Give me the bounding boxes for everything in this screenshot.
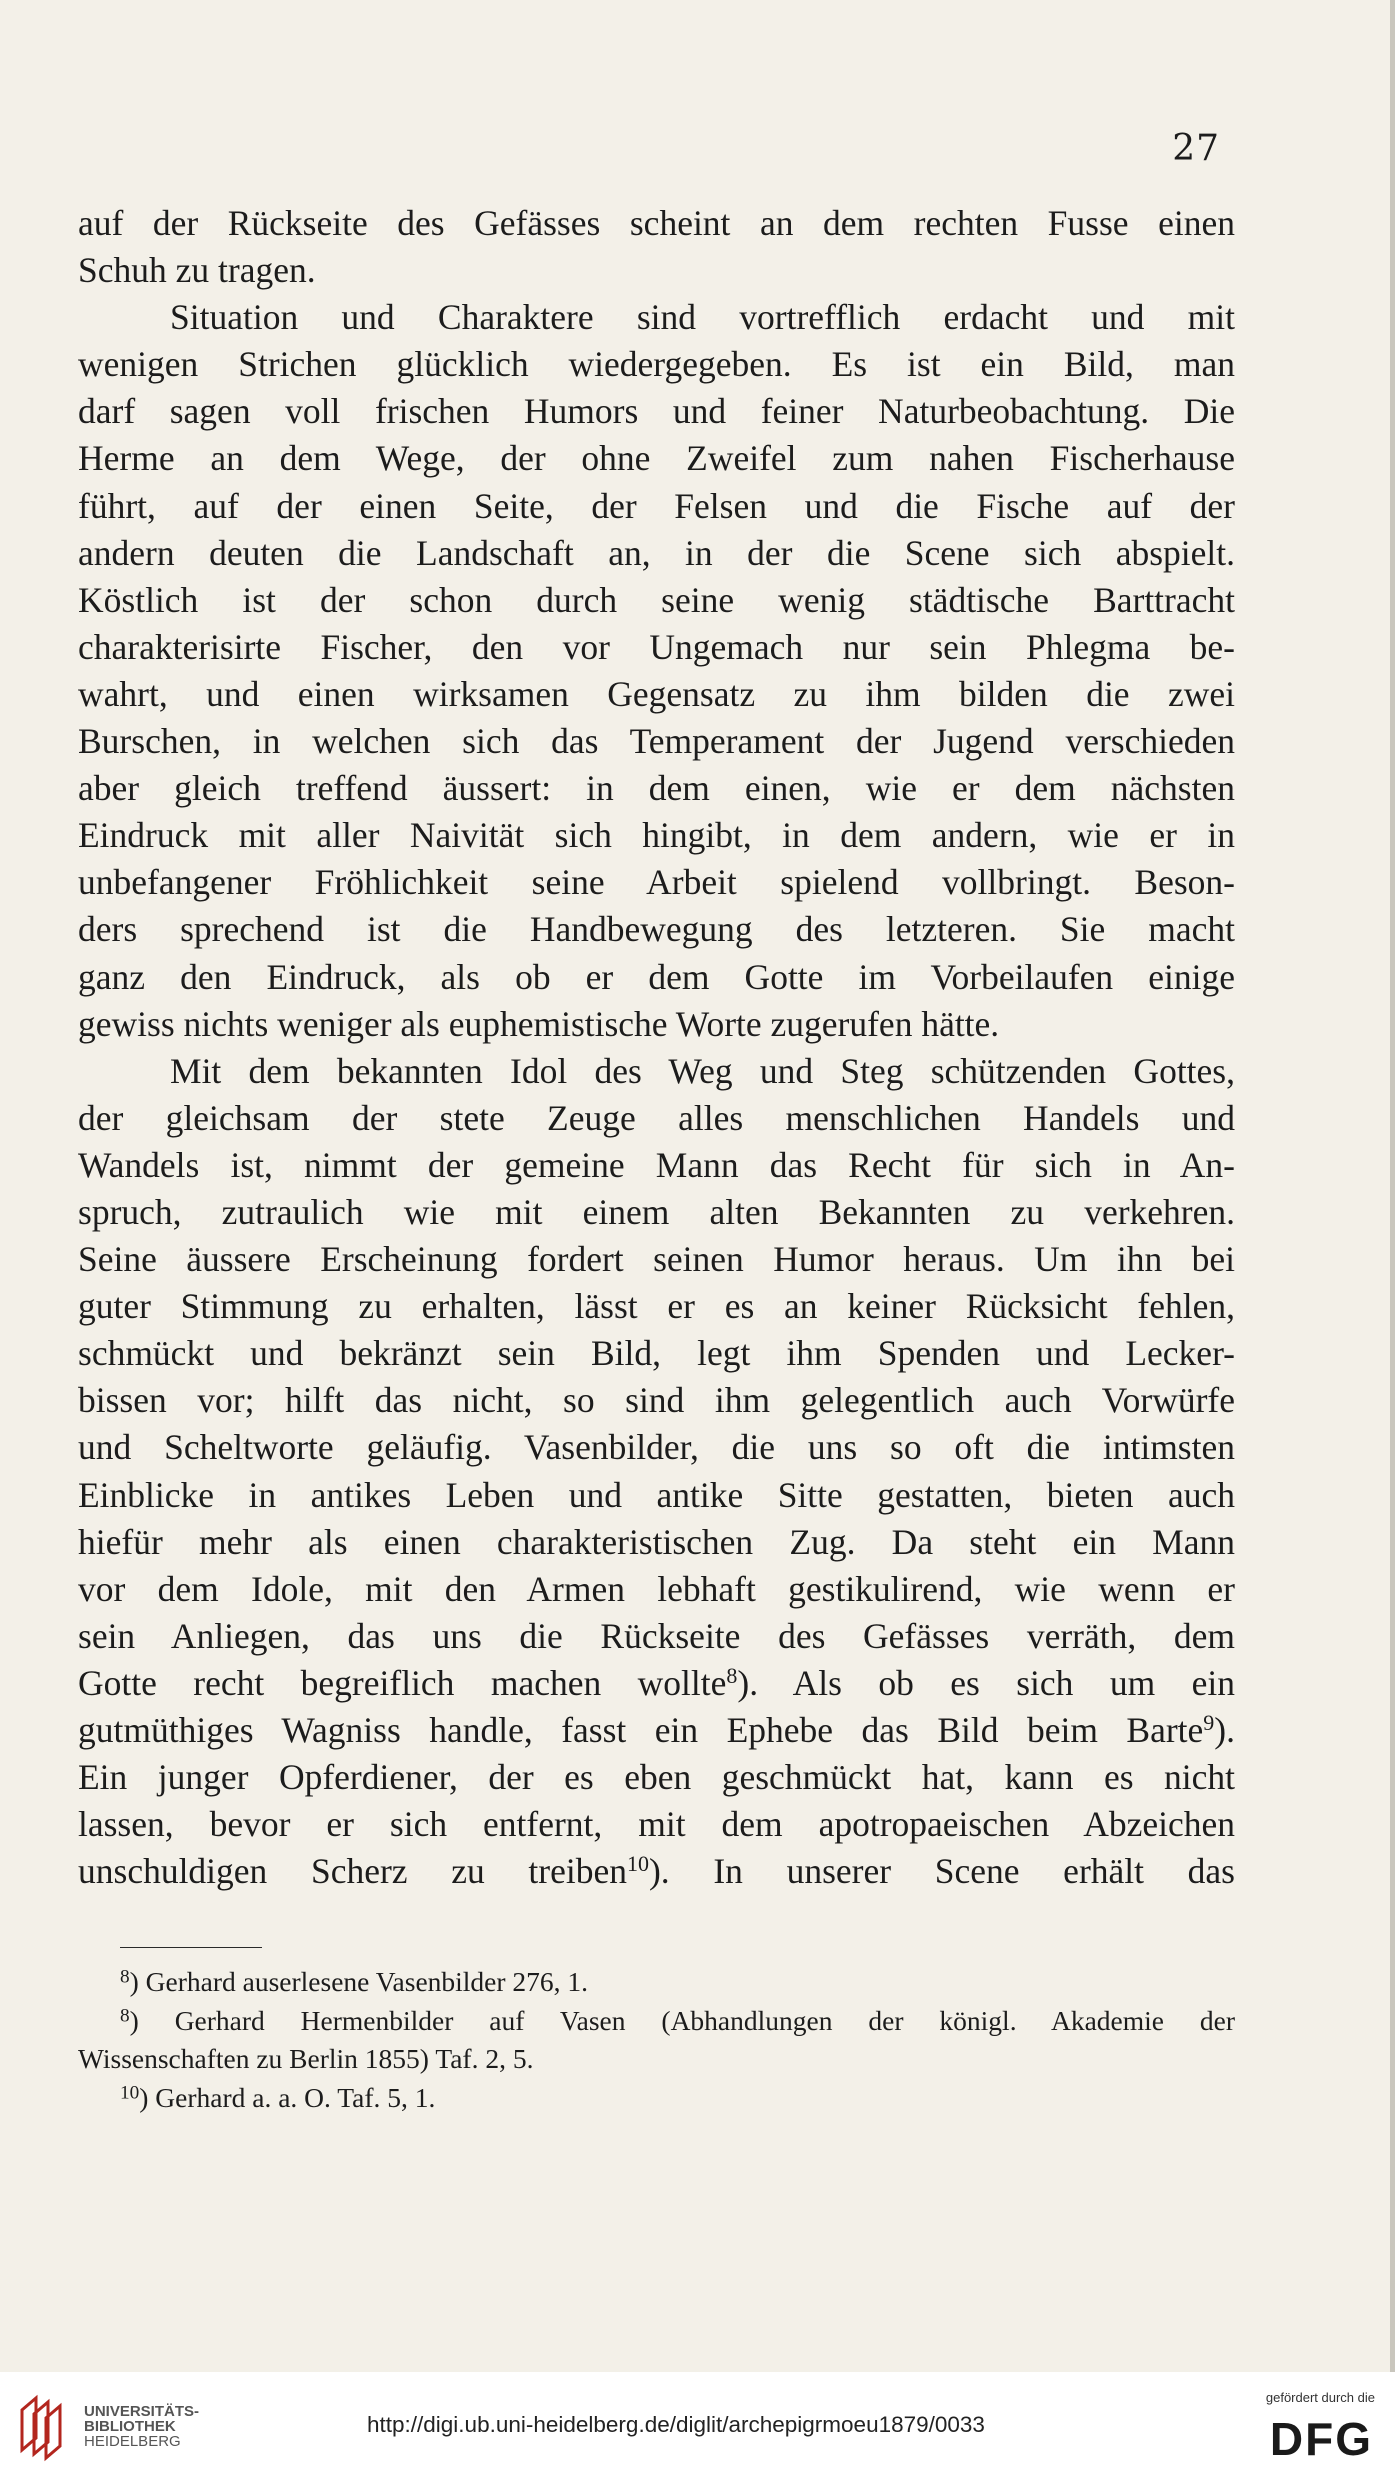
text-line-part: ). xyxy=(1214,1710,1235,1750)
text-line: charakterisirte Fischer, den vor Ungemach nur sein Phlegma be- xyxy=(78,626,1235,667)
text-line: Ein junger Opferdiener, der es eben geschmückt hat, kann es nicht xyxy=(78,1757,1235,1798)
footnote xyxy=(78,2079,1235,2118)
text-line: darf sagen voll frischen Humors und feiner Naturbeobachtung. Die xyxy=(78,391,1235,432)
text-line: der gleichsam der stete Zeuge alles menschlichen Handels und xyxy=(78,1097,1235,1138)
text-line: guter Stimmung zu erhalten, lässt er es an keiner Rücksicht fehlen, xyxy=(78,1286,1235,1327)
text-line-part: ). Als ob es sich um ein xyxy=(737,1662,1236,1703)
text-line: bissen vor; hilft das nicht, so sind ihm gelegentlich auch Vorwürfe xyxy=(78,1380,1235,1421)
library-name-line: HEIDELBERG xyxy=(84,2433,181,2450)
footnote-text: ) Gerhard Hermenbilder auf Vasen (Abhandlungen der königl. Akademie der xyxy=(129,2004,1235,2036)
text-line: gewiss nichts weniger als euphemistische Worte zugerufen hätte. xyxy=(78,1003,1000,1044)
text-line: Schuh zu tragen. xyxy=(78,250,316,291)
text-line: Burschen, in welchen sich das Temperament der Jugend verschieden xyxy=(78,721,1235,762)
text-line: lassen, bevor er sich entfernt, mit dem apotropaeischen Abzeichen xyxy=(78,1804,1235,1845)
footnote-mark: 8 xyxy=(120,2004,130,2026)
text-line-part: gutmüthiges Wagniss handle, fasst ein Ephebe das Bild beim Barte xyxy=(78,1710,1204,1750)
footnote xyxy=(78,1963,1235,2002)
page-number: 27 xyxy=(1172,128,1220,169)
text-line: Eindruck mit aller Naivität sich hingibt, in dem andern, wie er in xyxy=(78,815,1235,856)
footer-bar xyxy=(0,2372,1395,2478)
text-line-part: Gotte recht begreiflich machen wollte xyxy=(78,1662,727,1703)
text-line xyxy=(78,1660,1235,1707)
text-line: Herme an dem Wege, der ohne Zweifel zum nahen Fischerhause xyxy=(78,438,1235,479)
text-line: hiefür mehr als einen charakteristischen Zug. Da steht ein Mann xyxy=(78,1521,1235,1562)
footnote-ref[interactable]: 9 xyxy=(1203,1709,1215,1735)
text-line: Köstlich ist der schon durch seine wenig städtische Barttracht xyxy=(78,579,1235,620)
library-name-line: BIBLIOTHEK xyxy=(84,2418,176,2435)
text-line: andern deuten die Landschaft an, in der die Scene sich abspielt. xyxy=(78,532,1235,573)
permalink-url[interactable]: http://digi.ub.uni-heidelberg.de/diglit/archepigrmoeu1879/0033 xyxy=(367,2412,985,2437)
text-line: und Scheltworte geläufig. Vasenbilder, die uns so oft die intimsten xyxy=(78,1427,1235,1468)
footnote-text: ) Gerhard auserlesene Vasenbilder 276, 1. xyxy=(129,1966,589,1997)
text-line: ders sprechend ist die Handbewegung des letzteren. Sie macht xyxy=(78,909,1235,950)
text-line: schmückt und bekränzt sein Bild, legt ihm Spenden und Lecker- xyxy=(78,1333,1235,1374)
text-line: Einblicke in antikes Leben und antike Sitte gestatten, bieten auch xyxy=(78,1474,1235,1515)
text-line: ganz den Eindruck, als ob er dem Gotte im Vorbeilaufen einige xyxy=(78,956,1235,997)
text-line: auf der Rückseite des Gefässes scheint an dem rechten Fusse einen xyxy=(78,203,1235,243)
text-line: Wandels ist, nimmt der gemeine Mann das Recht für sich in An- xyxy=(78,1144,1235,1185)
text-line xyxy=(78,1707,1235,1754)
footnote-text: ) Gerhard a. a. O. Taf. 5, 1. xyxy=(139,2081,436,2113)
footnote-ref[interactable]: 10 xyxy=(626,1851,649,1877)
text-line: Mit dem bekannten Idol des Weg und Steg schützenden Gottes, xyxy=(170,1050,1235,1091)
text-line xyxy=(78,1848,1235,1895)
footnote xyxy=(78,2002,1235,2041)
funded-by-label: gefördert durch die xyxy=(1265,2390,1375,2405)
text-line-part: unschuldigen Scherz zu treiben xyxy=(78,1851,627,1892)
text-line-part: ). In unserer Scene erhält das xyxy=(648,1851,1235,1892)
text-line: wenigen Strichen glücklich wiedergegeben. Es ist ein Bild, man xyxy=(78,344,1235,385)
text-line: sein Anliegen, das uns die Rückseite des Gefässes verräth, dem xyxy=(78,1615,1235,1656)
dfg-logo[interactable]: DFG xyxy=(1269,2413,1373,2465)
text-line: spruch, zutraulich wie mit einem alten Bekannten zu verkehren. xyxy=(78,1191,1235,1232)
footnote-mark: 10 xyxy=(120,2081,140,2103)
ub-heidelberg-logo-icon[interactable] xyxy=(14,2388,74,2462)
text-line: vor dem Idole, mit den Armen lebhaft gestikulirend, wie wenn er xyxy=(78,1568,1235,1609)
text-line: aber gleich treffend äussert: in dem einen, wie er dem nächsten xyxy=(78,768,1235,809)
text-line: Situation und Charaktere sind vortrefflich erdacht und mit xyxy=(170,297,1235,338)
text-line: führt, auf der einen Seite, der Felsen und die Fische auf der xyxy=(78,485,1235,526)
footnote-continuation: Wissenschaften zu Berlin 1855) Taf. 2, 5. xyxy=(78,2043,534,2074)
footnote-mark: 8 xyxy=(120,1966,130,1988)
text-line: unbefangener Fröhlichkeit seine Arbeit spielend vollbringt. Beson- xyxy=(78,862,1235,903)
text-line: wahrt, und einen wirksamen Gegensatz zu ihm bilden die zwei xyxy=(78,673,1235,714)
footnotes xyxy=(78,1963,1235,2117)
text-line: Seine äussere Erscheinung fordert seinen Humor heraus. Um ihn bei xyxy=(78,1239,1235,1280)
page-edge xyxy=(1390,0,1395,2372)
footnote-ref[interactable]: 8 xyxy=(726,1662,738,1688)
footnote-divider xyxy=(120,1947,262,1948)
library-name-line: UNIVERSITÄTS- xyxy=(84,2403,200,2420)
body-text xyxy=(78,200,1235,1895)
library-name[interactable] xyxy=(84,2404,199,2449)
